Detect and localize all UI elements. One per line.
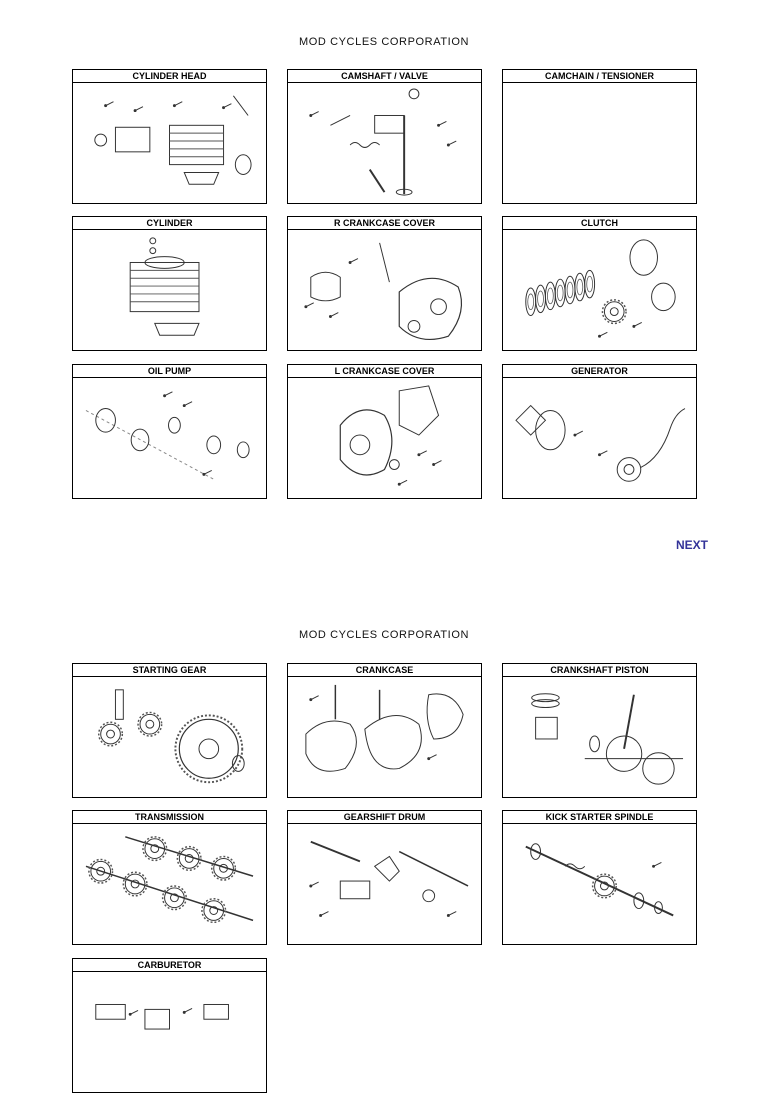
crankshaft-piston-diagram <box>506 680 693 794</box>
crankcase-diagram <box>291 680 478 794</box>
page-title: MOD CYCLES CORPORATION <box>298 629 470 641</box>
tile-cylinder-head[interactable] <box>72 69 267 204</box>
tile-label: CAMCHAIN / TENSIONER <box>503 70 696 83</box>
tile-transmission[interactable] <box>72 810 267 945</box>
camshaft-valve-diagram <box>291 86 478 200</box>
starting-gear-diagram <box>76 680 263 794</box>
tile-label: OIL PUMP <box>73 365 266 378</box>
oil-pump-diagram <box>76 381 263 495</box>
tile-label: CAMSHAFT / VALVE <box>288 70 481 83</box>
tile-generator[interactable] <box>502 364 697 499</box>
tile-label: CYLINDER <box>73 217 266 230</box>
clutch-diagram <box>506 233 693 347</box>
cylinder-head-diagram <box>76 86 263 200</box>
tile-label: L CRANKCASE COVER <box>288 365 481 378</box>
page-title: MOD CYCLES CORPORATION <box>298 36 470 48</box>
tile-camshaft-valve[interactable] <box>287 69 482 204</box>
generator-diagram <box>506 381 693 495</box>
tile-label: TRANSMISSION <box>73 811 266 824</box>
l-crankcase-cover-diagram <box>291 381 478 495</box>
tile-camchain-tensioner[interactable] <box>502 69 697 204</box>
tile-clutch[interactable] <box>502 216 697 351</box>
tile-label: CYLINDER HEAD <box>73 70 266 83</box>
next-link[interactable]: NEXT <box>676 538 709 552</box>
gearshift-drum-diagram <box>291 827 478 941</box>
r-crankcase-cover-diagram <box>291 233 478 347</box>
tile-r-crankcase-cover[interactable] <box>287 216 482 351</box>
tile-crankshaft-piston[interactable] <box>502 663 697 798</box>
tile-label: KICK STARTER SPINDLE <box>503 811 696 824</box>
carburetor-diagram <box>76 975 263 1089</box>
cylinder-diagram <box>76 233 263 347</box>
tile-label: STARTING GEAR <box>73 664 266 677</box>
tile-label: GENERATOR <box>503 365 696 378</box>
tile-label: CLUTCH <box>503 217 696 230</box>
tile-carburetor[interactable] <box>72 958 267 1093</box>
tile-l-crankcase-cover[interactable] <box>287 364 482 499</box>
tile-label: CRANKSHAFT PISTON <box>503 664 696 677</box>
tile-starting-gear[interactable] <box>72 663 267 798</box>
tile-cylinder[interactable] <box>72 216 267 351</box>
tile-label: CARBURETOR <box>73 959 266 972</box>
tile-label: GEARSHIFT DRUM <box>288 811 481 824</box>
tile-crankcase[interactable] <box>287 663 482 798</box>
transmission-diagram <box>76 827 263 941</box>
tile-gearshift-drum[interactable] <box>287 810 482 945</box>
kick-starter-spindle-diagram <box>506 827 693 941</box>
tile-label: CRANKCASE <box>288 664 481 677</box>
tile-oil-pump[interactable] <box>72 364 267 499</box>
tile-label: R CRANKCASE COVER <box>288 217 481 230</box>
tile-kick-starter-spindle[interactable] <box>502 810 697 945</box>
